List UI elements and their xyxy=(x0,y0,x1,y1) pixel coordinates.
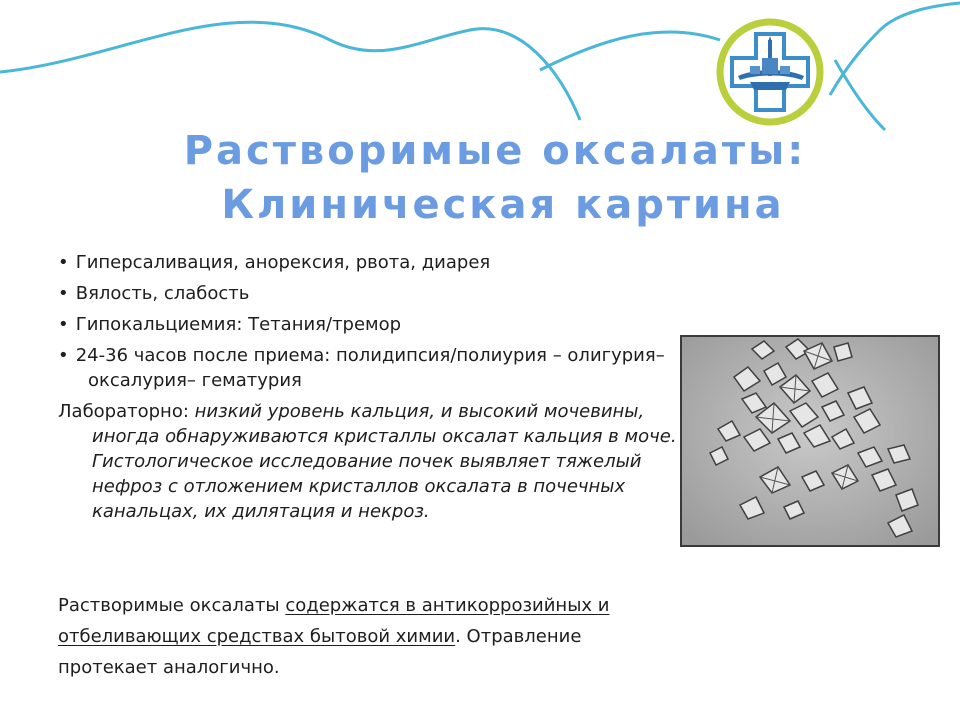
lab-findings xyxy=(58,399,688,524)
bullet-dot: • xyxy=(58,283,69,304)
title-line-2: Клиническая картина xyxy=(221,182,785,228)
footer-text-start: Растворимые оксалаты xyxy=(58,595,286,616)
bullet-dot: • xyxy=(58,314,69,335)
footer-text-end: . Отравление протекает аналогично. xyxy=(58,626,582,678)
bullet-dot: • xyxy=(58,345,69,366)
lab-description: низкий уровень кальция, и высокий мочевины, иногда обнаруживаются кристаллы оксалат кальция в моче. Гистологическое исследование почек выявляет тяжелый нефроз с отложением кристаллов оксалата в почечных канальцах, их дилятация и некроз. xyxy=(92,401,677,522)
list-item: • Гипокальциемия: Тетания/тремор xyxy=(58,314,402,335)
medical-cross-city-logo-icon xyxy=(716,18,824,126)
footer-note xyxy=(58,590,678,683)
page-title xyxy=(0,124,960,232)
title-line-1: Растворимые оксалаты: xyxy=(183,128,807,174)
footer-link[interactable]: содержатся в антикоррозийных и отбеливающих средствах бытовой химии xyxy=(58,595,610,647)
oxalate-crystals-micrograph xyxy=(680,335,940,547)
oxalate-crystals-icon xyxy=(682,337,938,545)
lab-label: Лабораторно: xyxy=(58,401,189,422)
symptoms-list xyxy=(58,250,678,524)
list-item: • 24-36 часов после приема: полидипсия/полиурия – олигурия– оксалурия– гематурия xyxy=(58,345,665,391)
list-item: • Вялость, слабость xyxy=(58,283,250,304)
bullet-dot: • xyxy=(58,252,69,273)
list-item: • Гиперсаливация, анорексия, рвота, диарея xyxy=(58,252,491,273)
